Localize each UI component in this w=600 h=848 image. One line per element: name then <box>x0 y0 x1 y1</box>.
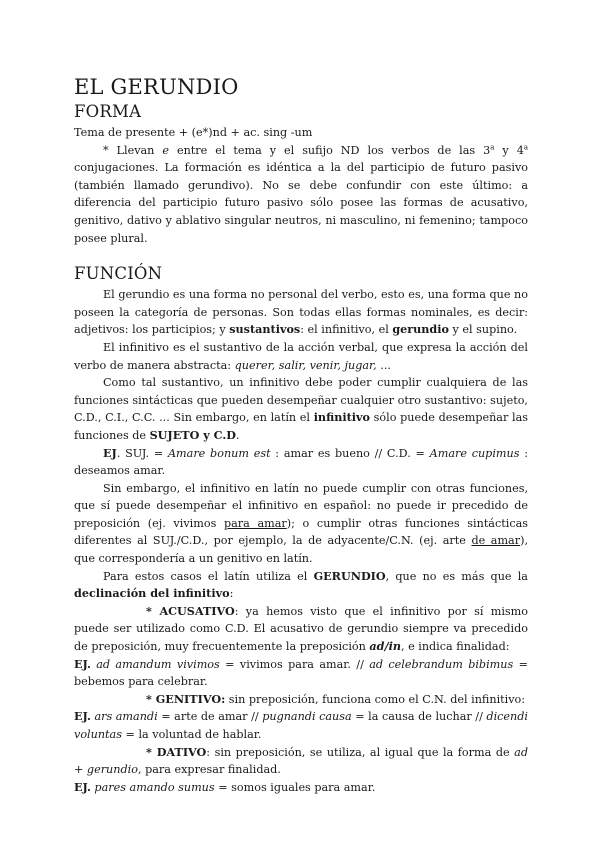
acusativo-example: EJ. ad amandum vivimos = vivimos para amar. // ad celebrandum bibimus = bebemos para celebrar. <box>74 656 528 689</box>
dativo-example: EJ. pares amando sumus = somos iguales para amar. <box>74 779 376 794</box>
dativo-paragraph: * DATIVO: sin preposición, se utiliza, al igual que la forma de ad + gerundio, para expresar finalidad. <box>74 744 528 777</box>
funcion-paragraph-2: El infinitivo es el sustantivo de la acción verbal, que expresa la acción del verbo de manera abstracta: querer, salir, venir, jugar, ... <box>74 340 528 372</box>
genitivo-example: EJ. ars amandi = arte de amar // pugnandi causa = la causa de luchar // dicendi voluntas = la voluntad de hablar. <box>74 709 528 741</box>
funcion-paragraph-4: Sin embargo, el infinitivo en latín no puede cumplir con otras funciones, que sí puede desempeñar el infinitivo en español: no puede ir precedido de preposición (ej. vivimos para amar); o cumplir otras funciones sintácticas diferentes al SUJ./C.D., por ejemplo, la de adyacente/C.N. (ej. arte de amar), que correspondería a un genitivo en latín. <box>74 481 528 566</box>
funcion-paragraph-1: El gerundio es una forma no personal del verbo, esto es, una forma que no poseen la categoría de personas. Son todas ellas formas nominales, es decir: adjetivos: los participios; y sustantivos: el infinitivo, el gerundio y el supino. <box>74 288 528 337</box>
funcion-paragraph-5: Para estos casos el latín utiliza el GERUNDIO, que no es más que la declinación del infinitivo: <box>74 568 528 601</box>
genitivo-paragraph: * GENITIVO: sin preposición, funciona como el C.N. del infinitivo: <box>146 691 526 706</box>
section-heading-funcion: FUNCIÓN <box>74 264 163 284</box>
document-page <box>74 74 528 796</box>
funcion-paragraph-3: Como tal sustantivo, un infinitivo debe poder cumplir cualquiera de las funciones sintácticas que pueden desempeñar cualquier otro sustantivo: sujeto, C.D., C.I., C.C. ... Sin embargo, en latín el infinitivo sólo puede desempeñar las funciones de SUJETO y C.D. <box>74 376 528 442</box>
document-title: EL GERUNDIO <box>74 75 239 99</box>
acusativo-paragraph: * ACUSATIVO: ya hemos visto que el infinitivo por sí mismo puede ser utilizado como C.D. El acusativo de gerundio siempre va precedido de preposición, muy frecuentemente la preposición ad/in, e indica finalidad: <box>74 603 528 654</box>
forma-formula: Tema de presente + (e*)nd + ac. sing -um <box>74 126 313 139</box>
forma-paragraph: * Llevan e entre el tema y el sufijo ND los verbos de las 3$^a$ y 4$^a$ conjugaciones. La formación es idéntica a la del participio de futuro pasivo (también llamado gerundivo). No se debe confundir con este último: a diferencia del participio futuro pasivo sólo posee las formas de acusativo, genitivo, dativo y ablativo singular neutros, ni masculino, ni femenino; tampoco posee plural. <box>74 142 528 245</box>
funcion-example-1: EJ. SUJ. = Amare bonum est : amar es bueno // C.D. = Amare cupimus : deseamos amar. <box>74 445 528 478</box>
section-heading-forma: FORMA <box>74 102 142 121</box>
